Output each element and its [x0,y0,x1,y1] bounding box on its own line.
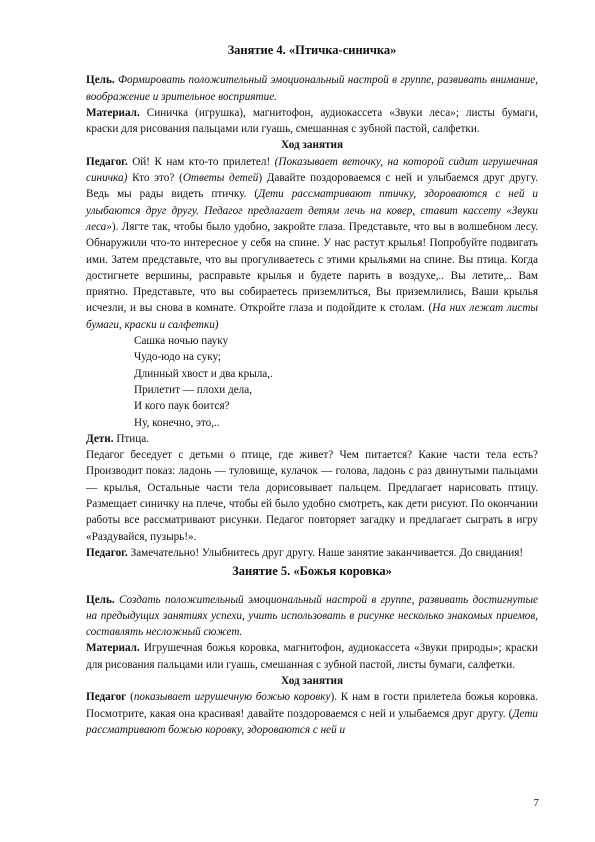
poem-line: Сашка ночью пауку [134,335,229,348]
material-label: Материал. [86,642,140,655]
poem-line: Прилетит — плохи дела, [134,383,253,396]
speech-text: ). К нам в гости прилетела божья коровка. Посмотрите, какая она красивая! давайте поздороваемся с ней и улыбаемся друг другу. ( [86,691,538,720]
stage-direction: показывает игрушечную божью коровку [133,691,331,704]
material-text: Синичка (игрушка), магнитофон, аудиокассета «Звуки леса»; листы бумаги, краски для рисования пальцами или гуашь, смешанная с зубной пастой, салфетки. [86,106,538,136]
children-label: Дети. [86,432,114,445]
stage-direction: Ответы детей [182,172,259,185]
lesson-4-teacher-speech [86,154,538,333]
material-label: Материал. [86,106,140,119]
riddle-poem [86,333,538,431]
teacher-label: Педагог. [86,546,128,559]
stage-direction: Дети рассматривают птичку, здороваются с ней и улыбаются друг другу. Педагог предлагает детям лечь на ковер, ставит кассету «Звуки леса» [86,188,538,233]
poem-line: И кого паук боится? [134,400,230,413]
poem-line: Ну, конечно, это,.. [134,416,220,429]
page-number: 7 [533,797,539,809]
lesson-4-goal [86,72,538,105]
stage-direction: (Показывает веточку, на которой сидит игрушечная синичка) [86,155,538,185]
lesson-4-ending [86,545,538,561]
lesson-4-course-title: Ход занятия [280,139,344,152]
page-content [86,42,538,738]
speech-text: ( [126,691,134,704]
poem-line: Чудо-юдо на суку; [134,351,222,364]
goal-label: Цель. [86,74,115,87]
lesson-5-teacher-speech [86,689,538,738]
stage-direction: На них лежат листы бумаги, краски и салфетки) [86,302,538,331]
speech-text: ) Давайте поздороваемся с ней и улыбаемся друг другу. Ведь мы рады видеть птичку. ( [86,172,538,201]
lesson-4-title: Занятие 4. «Птичка-синичка» [227,43,397,57]
poem-line: Длинный хвост и два крыла,. [134,367,273,380]
goal-text: Создать положительный эмоциональный настрой в группе, развивать достигнутые на предыдущих занятиях успехи, учить использовать в рисунке несколько знакомых приемов, составлять несложный сюжет. [86,593,538,639]
speech-text: ). Лягте так, чтобы было удобно, закройте глаза. Представьте, что вы в волшебном лесу. Обнаружили что-то интересное у себя на спине. У нас растут крылья! Попробуйте подвигать ими. Затем представьте, что вы прогуливаетесь с этими крыльями на спине. Вы птица. Когда достигнете вершины, расправьте крылья и будете парить в воздухе,.. Вы летите,.. Вам приятно. Представьте, что вы собираетесь приземлиться, Вы приземлились, Ваши крылья исчезли, и вы снова в комнате. Откройте глаза и подойдите к столам. ( [86,220,538,315]
speech-text: Ой! К нам кто-то прилетел! [127,155,275,168]
stage-direction: Дети рассматривают божью коровку, здороваются с ней и [86,707,538,736]
lesson-5-course-title: Ход занятия [280,674,344,687]
children-answer [86,431,538,447]
lesson-5-goal [86,592,538,641]
speech-text: Кто это? ( [127,172,183,185]
ending-text: Замечательно! Улыбнитесь друг другу. Наше занятие заканчивается. До свидания! [127,546,524,559]
lesson-5-title: Занятие 5. «Божья коровка» [232,564,392,579]
lesson-4-material [86,105,538,138]
goal-text: Формировать положительный эмоциональный настрой в группе, развивать внимание, воображение и зрительное восприятие. [86,74,538,103]
teacher-label: Педагог [86,691,127,704]
material-text: Игрушечная божья коровка, магнитофон, аудиокассета «Звуки природы»; краски для рисования пальцами или гуашь, смешанная с зубной пастой, листы бумаги, салфетки. [86,642,538,671]
lesson-5-material [86,640,538,673]
teacher-label: Педагог. [86,155,128,168]
children-text: Птица. [113,432,150,445]
lesson-4-narrative: Педагог беседует с детьми о птице, где живет? Чем питается? Какие части тела есть? Производит показ: ладонь — туловище, кулачок — голова, ладонь с раз двинутыми пальцами — крылья, Остальные части тела дорисовывает пальцем. Предлагает нарисовать птицу. Размещает синичку на плече, чтобы ей было удобно смотреть, как дети рисуют. По окончании работы все рассматривают рисунки. Педагог повторяет загадку и предлагает сыграть в игру «Раздувайся, пузырь!». [86,449,538,543]
goal-label: Цель. [86,593,115,606]
